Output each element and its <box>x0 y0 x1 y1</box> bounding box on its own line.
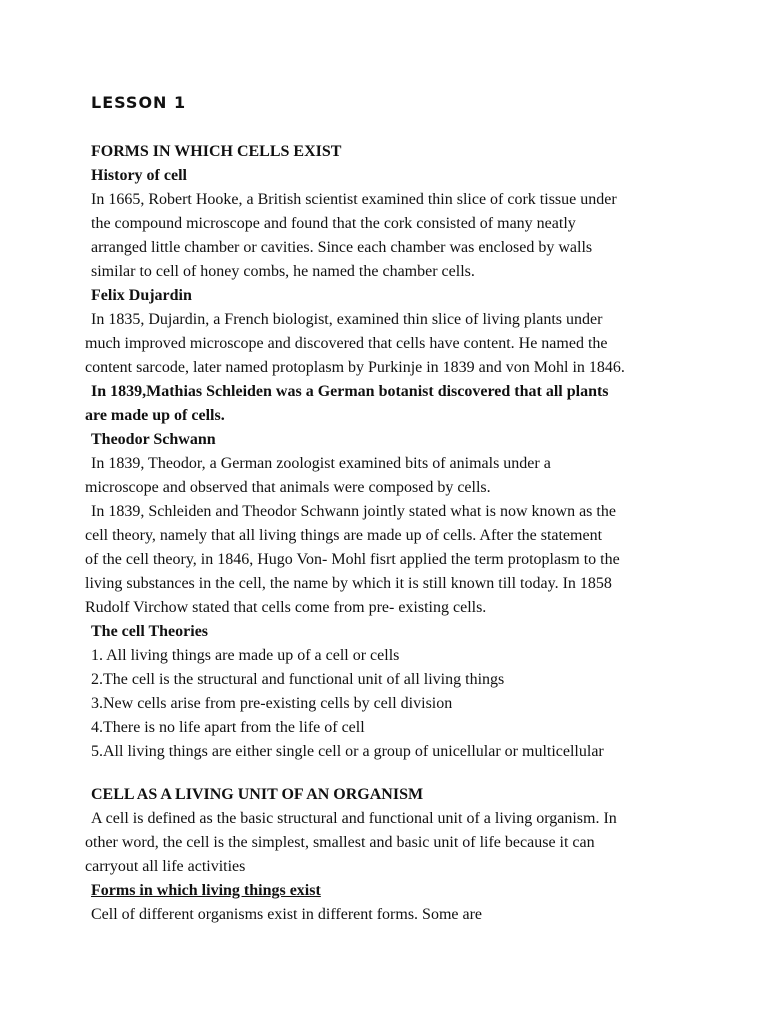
paragraph-line-bold: are made up of cells. <box>85 407 225 424</box>
subheading-history: History of cell <box>91 167 187 184</box>
paragraph-line: microscope and observed that animals were composed by cells. <box>85 479 491 496</box>
paragraph-line: of the cell theory, in 1846, Hugo Von- Mohl fisrt applied the term protoplasm to the <box>85 551 620 568</box>
subheading-schwann: Theodor Schwann <box>91 431 216 448</box>
list-item: 3.New cells arise from pre-existing cells by cell division <box>91 695 453 712</box>
paragraph-line: cell theory, namely that all living things are made up of cells. After the statement <box>85 527 603 544</box>
subheading-theories: The cell Theories <box>91 623 209 640</box>
paragraph-line: In 1839, Schleiden and Theodor Schwann jointly stated what is now known as the <box>91 503 616 520</box>
list-item: 2.The cell is the structural and functional unit of all living things <box>91 671 505 688</box>
paragraph-line: living substances in the cell, the name by which it is still known till today. In 1858 <box>85 575 612 592</box>
list-item: 5.All living things are either single cell or a group of unicellular or multicellular <box>91 743 604 760</box>
paragraph-line: Rudolf Virchow stated that cells come from pre- existing cells. <box>85 599 487 616</box>
section-heading-forms: FORMS IN WHICH CELLS EXIST <box>91 143 342 160</box>
paragraph-line: content sarcode, later named protoplasm by Purkinje in 1839 and von Mohl in 1846. <box>85 359 625 376</box>
list-item: 1. All living things are made up of a cell or cells <box>91 647 400 664</box>
paragraph-line: In 1665, Robert Hooke, a British scientist examined thin slice of cork tissue under <box>91 191 617 208</box>
paragraph-line: other word, the cell is the simplest, smallest and basic unit of life because it can <box>85 834 595 851</box>
paragraph-line: much improved microscope and discovered that cells have content. He named the <box>85 335 608 352</box>
section-heading-cell-unit: CELL AS A LIVING UNIT OF AN ORGANISM <box>91 786 424 803</box>
list-item: 4.There is no life apart from the life of cell <box>91 719 365 736</box>
subheading-dujardin: Felix Dujardin <box>91 287 192 304</box>
paragraph-line: Cell of different organisms exist in different forms. Some are <box>91 906 483 923</box>
subheading-forms-living-things: Forms in which living things exist <box>91 882 321 899</box>
paragraph-line-bold: In 1839,Mathias Schleiden was a German botanist discovered that all plants <box>91 383 609 400</box>
paragraph-line: A cell is defined as the basic structural and functional unit of a living organism. In <box>91 810 617 827</box>
lesson-title: LESSON 1 <box>91 93 187 112</box>
paragraph-line: the compound microscope and found that the cork consisted of many neatly <box>91 215 576 232</box>
paragraph-line: In 1839, Theodor, a German zoologist examined bits of animals under a <box>91 455 551 472</box>
paragraph-line: carryout all life activities <box>85 858 246 875</box>
paragraph-line: arranged little chamber or cavities. Since each chamber was enclosed by walls <box>91 239 593 256</box>
paragraph-line: similar to cell of honey combs, he named the chamber cells. <box>91 263 475 280</box>
paragraph-line: In 1835, Dujardin, a French biologist, examined thin slice of living plants under <box>91 311 603 328</box>
